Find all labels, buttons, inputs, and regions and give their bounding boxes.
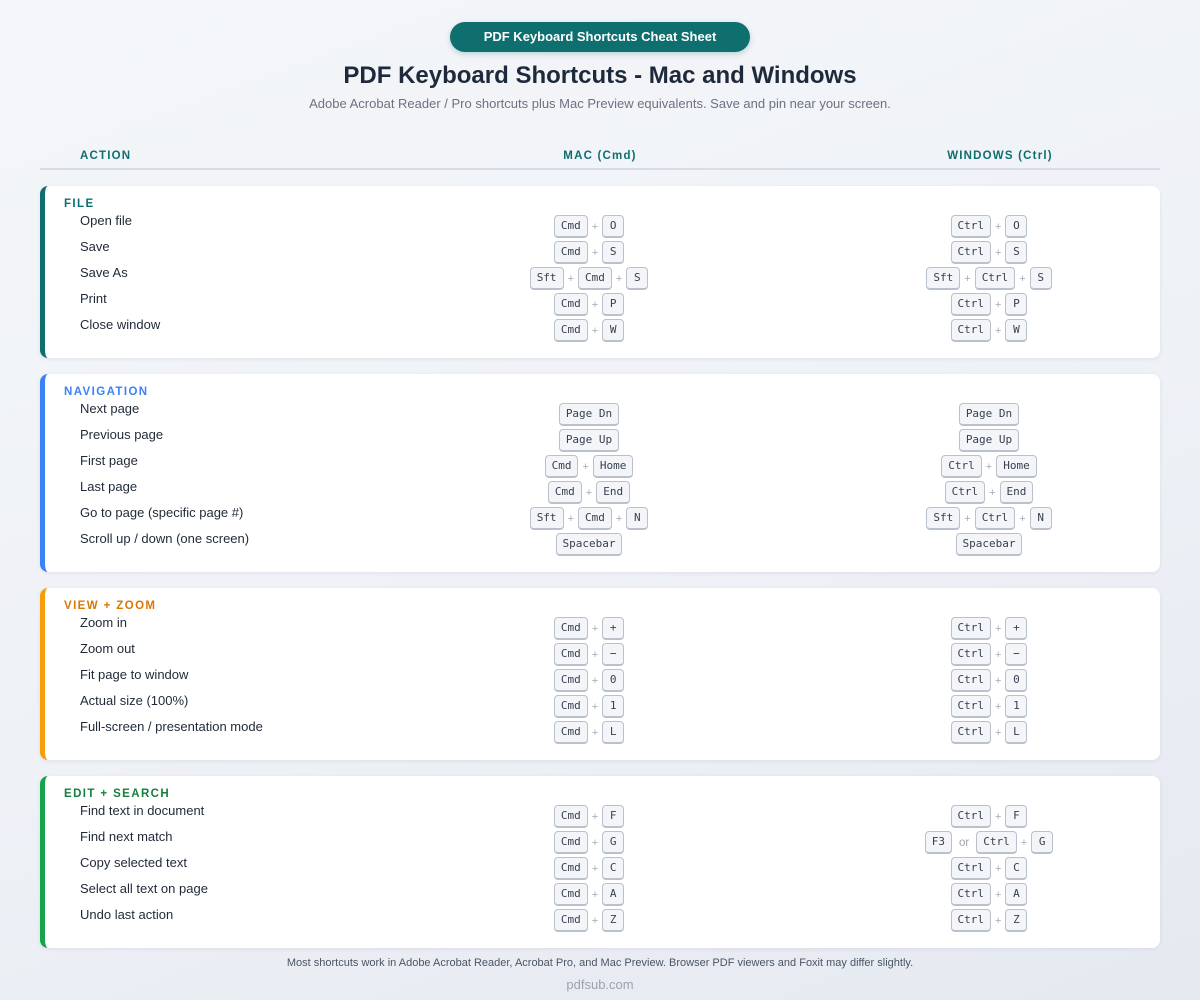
action-label: Fit page to window (80, 667, 189, 682)
plus-separator: + (591, 700, 599, 713)
key-cap: Spacebar (556, 533, 623, 556)
column-header-windows: WINDOWS (Ctrl) (947, 150, 1053, 162)
key-cap: Ctrl (951, 643, 992, 666)
key-cap: Z (1005, 909, 1027, 932)
windows-shortcut (839, 455, 1139, 478)
key-cap: Ctrl (951, 695, 992, 718)
action-label: Copy selected text (80, 855, 187, 870)
key-cap: Ctrl (951, 293, 992, 316)
windows-shortcut (839, 909, 1139, 932)
shortcut-row (45, 402, 1160, 428)
action-label: Go to page (specific page #) (80, 505, 244, 520)
section-title: NAVIGATION (64, 386, 149, 398)
action-label: Previous page (80, 427, 164, 442)
key-cap: L (1005, 721, 1027, 744)
windows-shortcut (839, 293, 1139, 316)
shortcut-row (45, 720, 1160, 746)
plus-separator: + (591, 836, 599, 849)
key-cap: S (602, 241, 624, 264)
shortcut-row (45, 830, 1160, 856)
key-cap: Sft (926, 507, 960, 530)
column-header-action: ACTION (80, 150, 132, 162)
key-cap: 0 (602, 669, 624, 692)
key-cap: W (602, 319, 624, 342)
plus-separator: + (591, 622, 599, 635)
key-cap: P (1005, 293, 1027, 316)
key-cap: Cmd (554, 909, 588, 932)
plus-separator: + (995, 246, 1002, 259)
plus-separator: + (995, 298, 1002, 311)
windows-shortcut (839, 805, 1139, 828)
key-cap: Ctrl (951, 909, 992, 932)
section-title: VIEW + ZOOM (64, 600, 157, 612)
key-cap: Sft (926, 267, 960, 290)
windows-shortcut (839, 481, 1139, 504)
shortcut-row (45, 856, 1160, 882)
mac-shortcut (439, 319, 739, 342)
key-cap: Ctrl (951, 883, 992, 906)
plus-separator: + (964, 512, 971, 525)
key-cap: Ctrl (975, 267, 1016, 290)
plus-separator: + (995, 700, 1002, 713)
plus-separator: + (591, 726, 599, 739)
shortcut-row (45, 318, 1160, 344)
key-cap: + (1005, 617, 1027, 640)
section-card (40, 588, 1160, 760)
key-cap: Cmd (554, 721, 588, 744)
key-cap: 1 (1005, 695, 1027, 718)
key-cap: Cmd (554, 883, 588, 906)
footer-note: Most shortcuts work in Adobe Acrobat Reader, Acrobat Pro, and Mac Preview. Browser PDF viewers and Foxit may differ slightly. (286, 957, 914, 969)
plus-separator: + (995, 888, 1002, 901)
key-cap: Cmd (578, 507, 612, 530)
action-label: Undo last action (80, 907, 174, 922)
action-label: Actual size (100%) (80, 693, 189, 708)
windows-shortcut (839, 721, 1139, 744)
plus-separator: + (591, 220, 599, 233)
key-cap: Ctrl (951, 669, 992, 692)
shortcut-row (45, 214, 1160, 240)
key-cap: W (1005, 319, 1027, 342)
page-title: PDF Keyboard Shortcuts - Mac and Windows (343, 62, 857, 89)
action-label: Open file (80, 213, 133, 228)
shortcut-sections (40, 186, 1160, 964)
action-label: Save As (80, 265, 128, 280)
section-card (40, 776, 1160, 948)
key-cap: S (1030, 267, 1052, 290)
plus-separator: + (591, 246, 599, 259)
mac-shortcut (439, 695, 739, 718)
shortcut-row (45, 532, 1160, 558)
shortcut-row (45, 908, 1160, 934)
key-cap: F (602, 805, 624, 828)
action-label: Last page (80, 479, 138, 494)
key-cap: A (1005, 883, 1027, 906)
action-label: Zoom out (80, 641, 135, 656)
key-cap: Ctrl (951, 617, 992, 640)
key-cap: 0 (1005, 669, 1027, 692)
mac-shortcut (439, 241, 739, 264)
key-cap: End (596, 481, 630, 504)
action-label: Full-screen / presentation mode (80, 719, 263, 734)
action-label: Next page (80, 401, 140, 416)
key-cap: Page Dn (559, 403, 619, 426)
shortcut-row (45, 694, 1160, 720)
plus-separator: + (585, 486, 593, 499)
key-cap: L (602, 721, 624, 744)
mac-shortcut (439, 267, 739, 290)
key-cap: Cmd (554, 643, 588, 666)
key-cap: Cmd (554, 695, 588, 718)
mac-shortcut (439, 429, 739, 452)
plus-separator: + (591, 862, 599, 875)
windows-shortcut (839, 319, 1139, 342)
mac-shortcut (439, 455, 739, 478)
key-cap: Cmd (554, 857, 588, 880)
action-label: Close window (80, 317, 161, 332)
windows-shortcut (839, 403, 1139, 426)
windows-shortcut (839, 617, 1139, 640)
key-cap: 1 (602, 695, 624, 718)
section-title: FILE (64, 198, 95, 210)
shortcut-row (45, 454, 1160, 480)
plus-separator: + (567, 512, 574, 525)
plus-separator: + (995, 726, 1002, 739)
key-cap: Ctrl (951, 721, 992, 744)
plus-separator: + (1020, 836, 1028, 849)
or-separator: or (959, 836, 970, 849)
plus-separator: + (989, 486, 996, 499)
mac-shortcut (439, 831, 739, 854)
windows-shortcut (839, 507, 1139, 530)
plus-separator: + (995, 914, 1002, 927)
section-title: EDIT + SEARCH (64, 788, 171, 800)
key-cap: N (626, 507, 648, 530)
shortcut-row (45, 616, 1160, 642)
key-cap: End (1000, 481, 1034, 504)
mac-shortcut (439, 507, 739, 530)
key-cap: Cmd (554, 215, 588, 238)
key-cap: Cmd (548, 481, 582, 504)
windows-shortcut (839, 831, 1139, 854)
mac-shortcut (439, 721, 739, 744)
plus-separator: + (1019, 272, 1026, 285)
key-cap: Ctrl (945, 481, 986, 504)
shortcut-row (45, 804, 1160, 830)
page-subtitle: Adobe Acrobat Reader / Pro shortcuts plus Mac Preview equivalents. Save and pin near your screen. (309, 96, 891, 111)
key-cap: G (602, 831, 624, 854)
key-cap: Sft (530, 507, 564, 530)
mac-shortcut (439, 617, 739, 640)
mac-shortcut (439, 909, 739, 932)
key-cap: C (1005, 857, 1027, 880)
shortcut-row (45, 266, 1160, 292)
key-cap: N (1030, 507, 1052, 530)
plus-separator: + (591, 888, 599, 901)
key-cap: O (1005, 215, 1027, 238)
key-cap: + (602, 617, 624, 640)
key-cap: − (1005, 643, 1027, 666)
mac-shortcut (439, 533, 739, 556)
action-label: Save (80, 239, 110, 254)
header-badge: PDF Keyboard Shortcuts Cheat Sheet (450, 22, 750, 52)
key-cap: Ctrl (975, 507, 1016, 530)
plus-separator: + (591, 324, 599, 337)
windows-shortcut (839, 669, 1139, 692)
plus-separator: + (591, 298, 599, 311)
shortcut-row (45, 668, 1160, 694)
key-cap: Ctrl (951, 857, 992, 880)
key-cap: Cmd (554, 669, 588, 692)
mac-shortcut (439, 883, 739, 906)
key-cap: Cmd (554, 831, 588, 854)
mac-shortcut (439, 215, 739, 238)
key-cap: Cmd (545, 455, 579, 478)
plus-separator: + (964, 272, 971, 285)
windows-shortcut (839, 429, 1139, 452)
section-card (40, 374, 1160, 572)
plus-separator: + (615, 272, 623, 285)
plus-separator: + (591, 810, 599, 823)
shortcut-row (45, 292, 1160, 318)
key-cap: F3 (925, 831, 952, 854)
windows-shortcut (839, 215, 1139, 238)
key-cap: S (1005, 241, 1027, 264)
key-cap: Cmd (554, 293, 588, 316)
key-cap: F (1005, 805, 1027, 828)
key-cap: C (602, 857, 624, 880)
plus-separator: + (582, 460, 589, 473)
plus-separator: + (995, 622, 1002, 635)
mac-shortcut (439, 857, 739, 880)
key-cap: O (602, 215, 624, 238)
action-label: Print (80, 291, 107, 306)
action-label: First page (80, 453, 138, 468)
windows-shortcut (839, 857, 1139, 880)
shortcut-row (45, 240, 1160, 266)
action-label: Find text in document (80, 803, 205, 818)
key-cap: A (602, 883, 624, 906)
plus-separator: + (995, 648, 1002, 661)
windows-shortcut (839, 533, 1139, 556)
key-cap: Spacebar (956, 533, 1023, 556)
footer-site: pdfsub.com (566, 977, 634, 992)
plus-separator: + (591, 914, 599, 927)
key-cap: P (602, 293, 624, 316)
key-cap: Ctrl (951, 241, 992, 264)
plus-separator: + (591, 648, 599, 661)
shortcut-row (45, 480, 1160, 506)
windows-shortcut (839, 267, 1139, 290)
plus-separator: + (995, 674, 1002, 687)
shortcut-row (45, 642, 1160, 668)
action-label: Select all text on page (80, 881, 208, 896)
key-cap: Z (602, 909, 624, 932)
plus-separator: + (1019, 512, 1026, 525)
shortcut-row (45, 506, 1160, 532)
plus-separator: + (995, 810, 1002, 823)
plus-separator: + (567, 272, 574, 285)
key-cap: Cmd (554, 319, 588, 342)
key-cap: Cmd (554, 805, 588, 828)
key-cap: Ctrl (951, 805, 992, 828)
key-cap: Cmd (554, 617, 588, 640)
key-cap: Home (593, 455, 634, 478)
key-cap: Cmd (578, 267, 612, 290)
key-cap: S (626, 267, 648, 290)
mac-shortcut (439, 805, 739, 828)
plus-separator: + (985, 460, 993, 473)
key-cap: Page Up (559, 429, 619, 452)
section-card (40, 186, 1160, 358)
plus-separator: + (591, 674, 599, 687)
key-cap: Ctrl (951, 319, 992, 342)
mac-shortcut (439, 669, 739, 692)
column-header-row (40, 140, 1160, 170)
action-label: Scroll up / down (one screen) (80, 531, 250, 546)
shortcut-row (45, 428, 1160, 454)
key-cap: Ctrl (941, 455, 982, 478)
action-label: Find next match (80, 829, 173, 844)
action-label: Zoom in (80, 615, 127, 630)
key-cap: Ctrl (976, 831, 1017, 854)
key-cap: − (602, 643, 624, 666)
windows-shortcut (839, 241, 1139, 264)
plus-separator: + (995, 324, 1002, 337)
plus-separator: + (615, 512, 623, 525)
windows-shortcut (839, 883, 1139, 906)
mac-shortcut (439, 403, 739, 426)
plus-separator: + (995, 220, 1002, 233)
key-cap: Page Up (959, 429, 1019, 452)
key-cap: G (1031, 831, 1053, 854)
windows-shortcut (839, 643, 1139, 666)
key-cap: Cmd (554, 241, 588, 264)
key-cap: Home (996, 455, 1037, 478)
key-cap: Sft (530, 267, 564, 290)
mac-shortcut (439, 293, 739, 316)
windows-shortcut (839, 695, 1139, 718)
key-cap: Ctrl (951, 215, 992, 238)
shortcut-row (45, 882, 1160, 908)
mac-shortcut (439, 643, 739, 666)
column-header-mac: MAC (Cmd) (563, 150, 637, 162)
key-cap: Page Dn (959, 403, 1019, 426)
mac-shortcut (439, 481, 739, 504)
plus-separator: + (995, 862, 1002, 875)
